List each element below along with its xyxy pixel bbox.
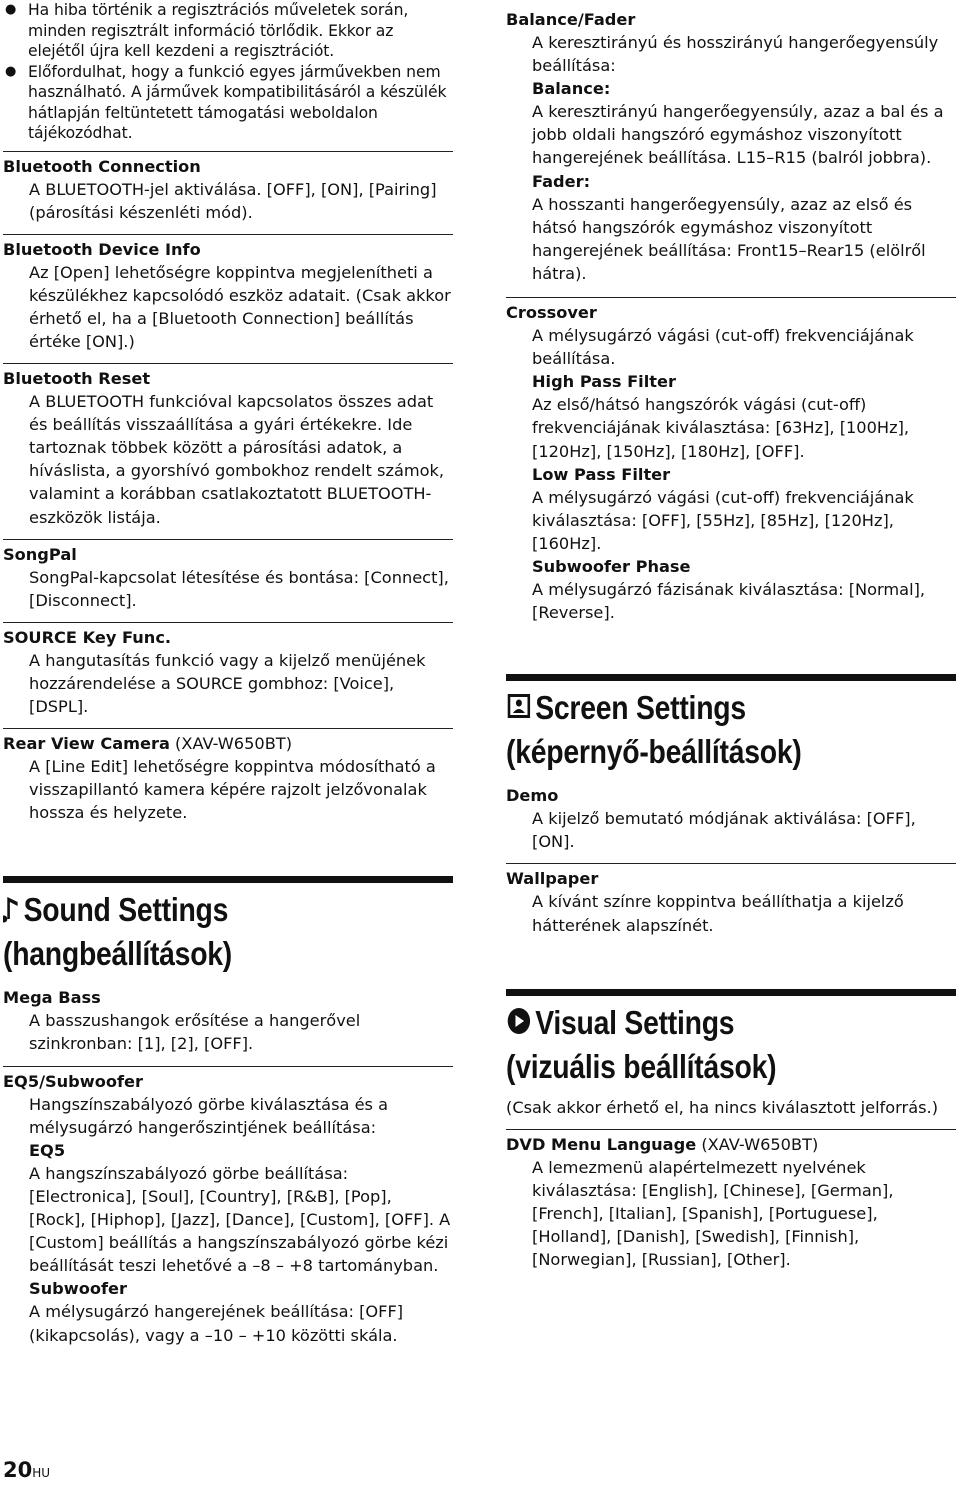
- setting-bluetooth-device-info: [3, 234, 453, 353]
- setting-description: A keresztirányú és hosszirányú hangerőegyensúly beállítása:: [532, 33, 939, 76]
- screen-settings-section: [506, 674, 956, 773]
- setting-eq5-subwoofer: [3, 1066, 453, 1347]
- setting-title-text: DVD Menu Language: [506, 1134, 697, 1154]
- note-item: ● Előfordulhat, hogy a funkció egyes járművekben nem használható. A járművek kompatibilitásáról a készülék hátlapján feltüntetett támogatási weboldalon tájékozódhat.: [3, 62, 453, 144]
- setting-title: Mega Bass: [3, 988, 101, 1008]
- subsetting-title: Fader:: [532, 171, 591, 191]
- section-title-line2: (képernyő-beállítások): [506, 733, 802, 771]
- setting-title: Bluetooth Device Info: [3, 239, 201, 259]
- page-number: [3, 1458, 50, 1482]
- visual-disc-icon: [506, 1004, 532, 1046]
- setting-rear-view-camera: [3, 728, 453, 824]
- subsetting-description: A mélysugárzó hangerejének beállítása: [OFF] (kikapcsolás), vagy a –10 – +10 közötti skála.: [29, 1302, 404, 1345]
- page-language: HU: [32, 1466, 51, 1480]
- subsetting-description: A hangszínszabályozó görbe beállítása: [Electronica], [Soul], [Country], [R&B], [Pop], [Rock], [Hiphop], [Jazz], [Dance], [Custom], [OFF]. A [Custom] beállítás a hangszínszabályozó görbe kézi beállítását teszi lehetővé a –8 – +8 tartományban.: [29, 1163, 451, 1276]
- setting-title: Bluetooth Connection: [3, 156, 201, 176]
- setting-title: SongPal: [3, 544, 77, 564]
- setting-description: A mélysugárzó vágási (cut-off) frekvenciájának beállítása.: [532, 326, 914, 369]
- setting-bluetooth-reset: [3, 363, 453, 529]
- right-column: [506, 0, 956, 1271]
- note-list: [3, 0, 453, 144]
- setting-title: Demo: [506, 786, 559, 806]
- setting-description: A BLUETOOTH funkcióval kapcsolatos összes adat és beállítás visszaállítása a gyári értékekre. Ide tartoznak többek között a párosítási adatok, a híváslista, a gyorshívó gombokhoz rendelt számok, valamint a korábban csatlakoztatott BLUETOOTH-eszközök listája.: [29, 392, 445, 527]
- section-title-line1: Sound Settings: [23, 891, 229, 929]
- subsetting-title: Subwoofer: [29, 1279, 127, 1299]
- screen-icon: [506, 689, 532, 731]
- setting-mega-bass: [3, 983, 453, 1055]
- setting-dvd-menu-language: [506, 1129, 956, 1271]
- setting-description: A basszushangok erősítése a hangerővel szinkronban: [1], [2], [OFF].: [29, 1011, 361, 1054]
- setting-title: EQ5/Subwoofer: [3, 1071, 143, 1091]
- section-title: [3, 889, 390, 975]
- setting-title-text: Rear View Camera: [3, 734, 170, 754]
- setting-description: SongPal-kapcsolat létesítése és bontása: [Connect], [Disconnect].: [29, 567, 449, 610]
- section-title-line2: (vizuális beállítások): [506, 1047, 777, 1085]
- section-title-line2: (hangbeállítások): [3, 935, 233, 973]
- setting-description: A BLUETOOTH-jel aktiválása. [OFF], [ON], [Pairing] (párosítási készenléti mód).: [29, 179, 437, 222]
- setting-description: A kívánt színre koppintva beállíthatja a kijelző hátterének alapszínét.: [532, 892, 904, 935]
- setting-title: [506, 1134, 956, 1156]
- setting-description: A lemezmenü alapértelmezett nyelvének kiválasztása: [English], [Chinese], [German], [French], [Italian], [Spanish], [Portuguese], [Holland], [Danish], [Swedish], [Finnish], [Norwegian], [Russian], [Other].: [532, 1157, 894, 1270]
- section-title-line1: Visual Settings: [535, 1003, 735, 1041]
- setting-wallpaper: [506, 863, 956, 936]
- subsetting-description: A keresztirányú hangerőegyensúly, azaz a bal és a jobb oldali hangszóró egymáshoz viszonyított hangerejének beállítása. L15–R15 (balról jobbra).: [532, 102, 944, 168]
- subsetting-description: A hosszanti hangerőegyensúly, azaz az első és hátsó hangszórók egymáshoz viszonyított hangerejének beállítása: Front15–Rear15 (elölről hátra).: [532, 194, 926, 283]
- section-title-line1: Screen Settings: [535, 689, 746, 727]
- subsetting-title: EQ5: [29, 1140, 66, 1160]
- section-title: [506, 1002, 893, 1088]
- subsetting-description: A mélysugárzó vágási (cut-off) frekvenciájának kiválasztása: [OFF], [55Hz], [85Hz], [120Hz], [160Hz].: [532, 487, 914, 553]
- subsetting-title: Subwoofer Phase: [532, 556, 691, 576]
- model-note: (XAV-W650BT): [169, 734, 293, 754]
- note-item: ● Ha hiba történik a regisztrációs műveletek során, minden regisztrált információ törlődik. Ekkor az elejétől újra kell kezdeni a regisztrációt.: [3, 0, 453, 62]
- setting-description: A [Line Edit] lehetőségre koppintva módosítható a visszapillantó kamera képére rajzolt jelzővonalak hossza és helyzete.: [29, 757, 436, 823]
- subsetting-title: Low Pass Filter: [532, 464, 671, 484]
- setting-description: A kijelző bemutató módjának aktiválása: [OFF], [ON].: [532, 809, 916, 852]
- setting-title: Balance/Fader: [506, 10, 636, 29]
- subsetting-title: Balance:: [532, 79, 611, 99]
- subsetting-title: High Pass Filter: [532, 372, 676, 392]
- setting-source-key: [3, 622, 453, 718]
- subsetting-description: Az első/hátsó hangszórók vágási (cut-off) frekvenciájának kiválasztása: [63Hz], [100Hz], [120Hz], [150Hz], [180Hz], [OFF].: [532, 395, 910, 461]
- setting-demo: [506, 781, 956, 853]
- visual-settings-section: [506, 989, 956, 1088]
- music-note-icon: [3, 891, 20, 933]
- setting-balance-fader: [506, 0, 956, 285]
- left-column: [3, 0, 453, 1347]
- visual-settings-note: (Csak akkor érhető el, ha nincs kiválasztott jelforrás.): [506, 1097, 939, 1117]
- model-note: (XAV-W650BT): [696, 1134, 819, 1154]
- setting-title: SOURCE Key Func.: [3, 627, 172, 647]
- page-number-value: 20: [3, 1458, 33, 1482]
- setting-songpal: [3, 539, 453, 612]
- setting-description: Az [Open] lehetőségre koppintva megjelenítheti a készülékhez kapcsolódó eszköz adatait. (Csak akkor érhető el, ha a [Bluetooth Connection] beállítás értéke [ON].): [29, 262, 451, 351]
- setting-description: A hangutasítás funkció vagy a kijelző menüjének hozzárendelése a SOURCE gombhoz: [Voice], [DSPL].: [29, 650, 426, 716]
- sound-settings-section: [3, 876, 453, 975]
- setting-crossover: [506, 297, 956, 624]
- setting-title: Wallpaper: [506, 869, 599, 889]
- section-title: [506, 687, 893, 773]
- setting-bluetooth-connection: [3, 151, 453, 224]
- setting-title: [3, 733, 453, 755]
- subsetting-description: A mélysugárzó fázisának kiválasztása: [Normal], [Reverse].: [532, 580, 926, 623]
- setting-description: Hangszínszabályozó görbe kiválasztása és a mélysugárzó hangerőszintjének beállítása:: [29, 1094, 389, 1137]
- setting-title: Crossover: [506, 303, 597, 323]
- setting-title: Bluetooth Reset: [3, 369, 151, 389]
